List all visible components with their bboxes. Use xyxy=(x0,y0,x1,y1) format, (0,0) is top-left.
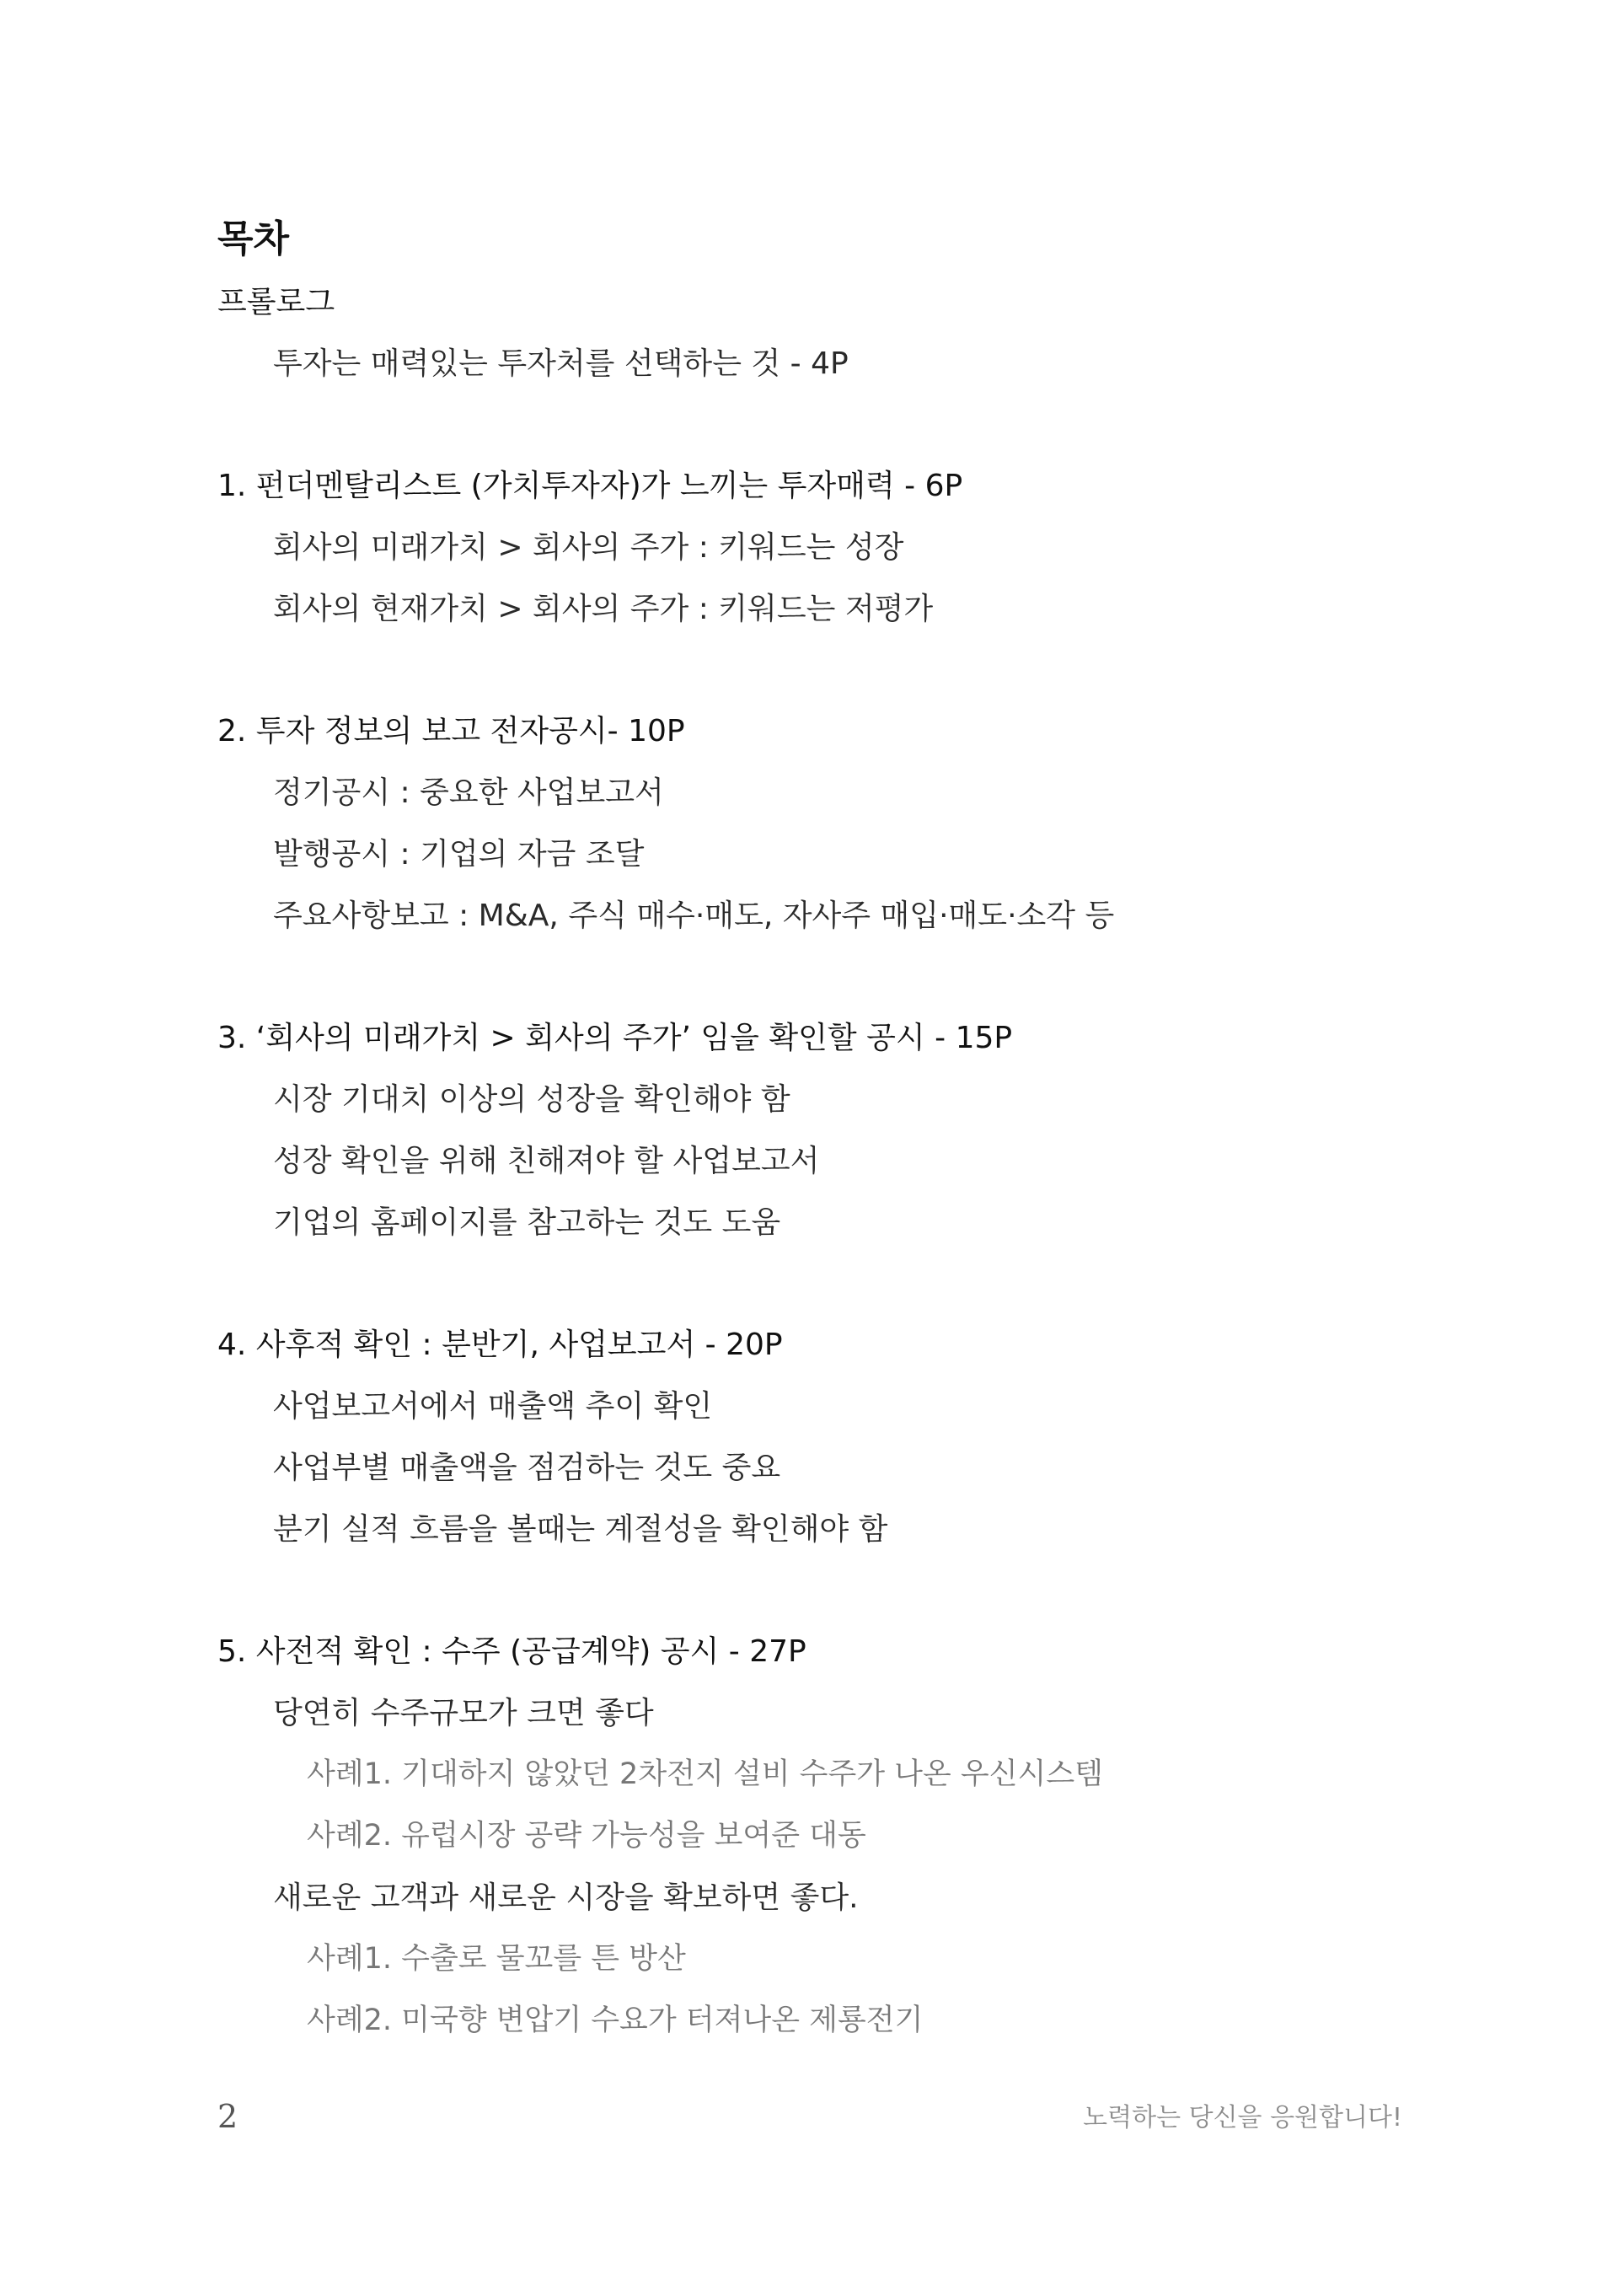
toc-entry: 발행공시 : 기업의 자금 조달 xyxy=(273,837,645,872)
toc-section xyxy=(217,1314,1448,1560)
toc-entry: 기업의 홈페이지를 참고하는 것도 도움 xyxy=(273,1205,781,1240)
toc-section xyxy=(217,700,1448,947)
toc-section-heading: 2. 투자 정보의 보고 전자공시- 10P xyxy=(217,714,685,748)
toc-entry: 투자는 매력있는 투자처를 선택하는 것 - 4P xyxy=(273,346,849,381)
toc-entry: 분기 실적 흐름을 볼때는 계절성을 확인해야 함 xyxy=(273,1512,888,1547)
toc-example: 사례2. 유럽시장 공략 가능성을 보여준 대동 xyxy=(307,1819,866,1853)
toc-section-heading: 1. 펀더멘탈리스트 (가치투자자)가 느끼는 투자매력 - 6P xyxy=(217,469,963,503)
toc-entry: 시장 기대치 이상의 성장을 확인해야 함 xyxy=(273,1082,790,1117)
toc-entry: 성장 확인을 위해 친해져야 할 사업보고서 xyxy=(273,1144,820,1178)
toc-example: 사례1. 기대하지 않았던 2차전지 설비 수주가 나온 우신시스템 xyxy=(307,1757,1103,1791)
toc-entry: 주요사항보고 : M&A, 주식 매수·매도, 자사주 매입·매도·소각 등 xyxy=(273,899,1115,933)
toc-entry: 사업보고서에서 매출액 추이 확인 xyxy=(273,1389,713,1424)
toc-entry: 회사의 현재가치 > 회사의 주가 : 키워드는 저평가 xyxy=(273,592,934,626)
toc-example: 사례2. 미국향 변압기 수요가 터져나온 제룡전기 xyxy=(307,2004,924,2037)
toc-section-heading: 5. 사전적 확인 : 수주 (공급계약) 공시 - 27P xyxy=(217,1634,806,1669)
toc-section xyxy=(217,1621,1448,2052)
toc-section xyxy=(217,271,1448,394)
toc-entry: 당연히 수주규모가 크면 좋다 xyxy=(273,1696,654,1730)
page-number: 2 xyxy=(217,2098,238,2135)
toc-section-heading: 4. 사후적 확인 : 분반기, 사업보고서 - 20P xyxy=(217,1328,783,1362)
toc-section-heading: 프롤로그 xyxy=(217,285,335,319)
toc-body xyxy=(217,271,1448,2052)
toc-section xyxy=(217,455,1448,640)
footer-slogan: 노력하는 당신을 응원합니다! xyxy=(1083,2103,1402,2132)
toc-entry: 사업부별 매출액을 점검하는 것도 중요 xyxy=(273,1451,781,1485)
toc-title: 목차 xyxy=(217,217,290,260)
toc-section-heading: 3. ‘회사의 미래가치 > 회사의 주가’ 임을 확인할 공시 - 15P xyxy=(217,1021,1013,1055)
toc-example: 사례1. 수출로 물꼬를 튼 방산 xyxy=(307,1942,686,1976)
toc-entry: 정기공시 : 중요한 사업보고서 xyxy=(273,775,664,810)
toc-entry: 새로운 고객과 새로운 시장을 확보하면 좋다. xyxy=(273,1880,859,1915)
toc-section xyxy=(217,1007,1448,1253)
toc-entry: 회사의 미래가치 > 회사의 주가 : 키워드는 성장 xyxy=(273,530,904,565)
